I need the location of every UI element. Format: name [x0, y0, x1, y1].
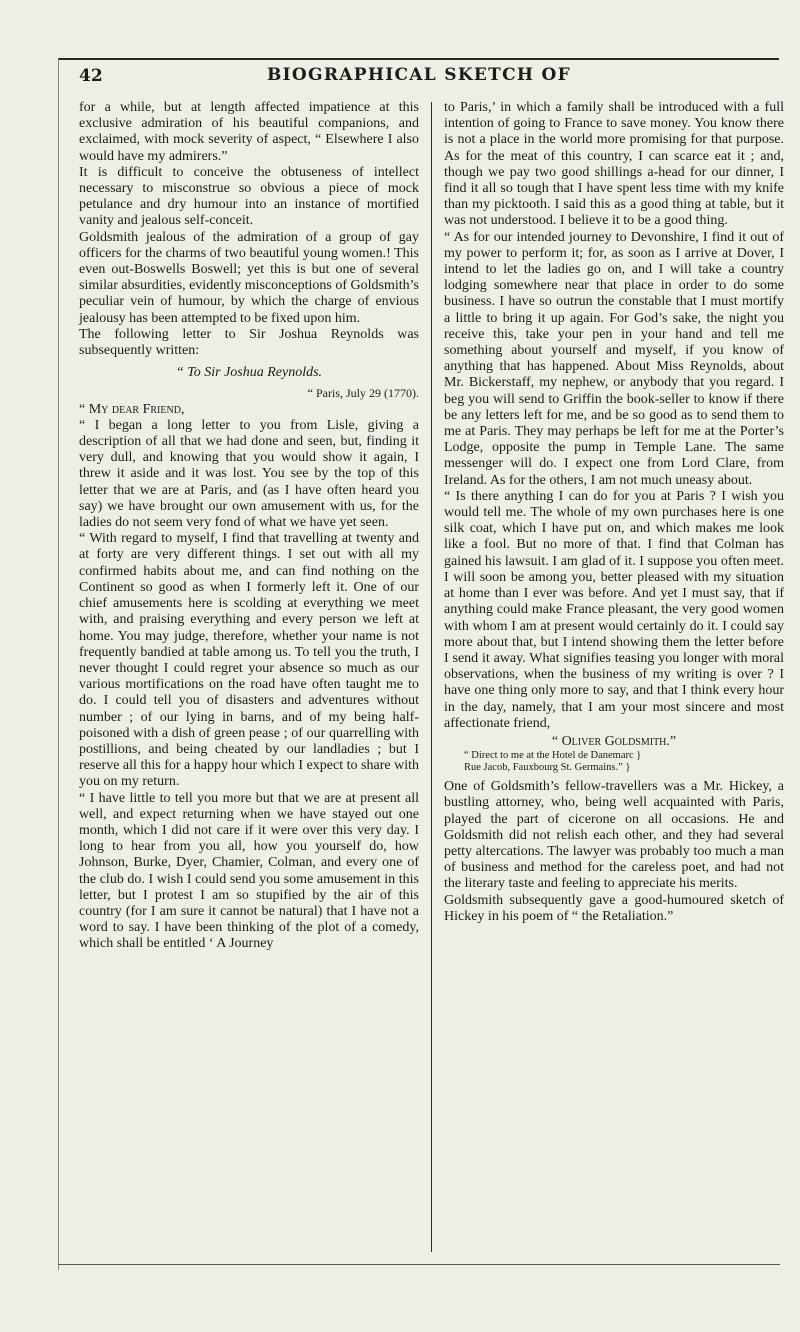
paragraph: “ With regard to myself, I find that travelling at twenty and at forty are very different things. I set out with all my confirmed habits about me, and can find nothing on the Continent so good as when I formerly left it. One of our chief amusements here is scolding at everything we meet with, and praising everything and every person we left at home. You may judge, therefore, whether your name is not frequently bandied at table among us. To tell you the truth, I never thought I could regret your absence so much as our various mortifications on the road have often taught me to do. I could tell you of disasters and adventures without number ; of our lying in barns, and of my being half-poisoned with a dish of green pease ; of our quarrelling with postillions, and being cheated by our landladies ; but I reserve all this for a happy hour which I expect to share with you on my return. — [79, 531, 419, 790]
letter-dateline: “ Paris, July 29 (1770). — [307, 386, 419, 401]
paragraph: “ As for our intended journey to Devonshire, I find it out of my power to perform it; for, as soon as I arrive at Dover, I intend to let the ladies go on, and I will take a country lodging somewhere near that place in order to do some business. I have so outrun the constable that I must mortify a little to bring it up again. For God’s sake, the night you receive this, take your pen in your hand and tell me something about yourself and myself, if you know of anything that has happened. About Miss Reynolds, about Mr. Bickerstaff, my nephew, or anybody that you regard. I beg you will send to Griffin the book-seller to know if there be any letters left for me, and be so good as to send them to me at Paris. They may perhaps be left for me at the Porter’s Lodge, opposite the pump in Temple Lane. The same messenger will do. I expect one from Lord Clare, from Ireland. As for the others, I am not much uneasy about. — [444, 229, 784, 488]
paragraph: for a while, but at length affected impatience at this exclusive admiration of his beautiful companions, and exclaimed, with mock severity of aspect, “ Elsewhere I also would have my admirers.” — [79, 100, 419, 164]
letter-salutation: “ My dear Friend, — [79, 401, 185, 417]
right-column — [444, 100, 784, 925]
paragraph: The following letter to Sir Joshua Reynolds was subsequently written: — [79, 326, 419, 359]
bottom-rule — [58, 1264, 780, 1265]
paragraph: Goldsmith subsequently gave a good-humoured sketch of Hickey in his poem of “ the Retaliation.” — [444, 892, 784, 924]
paragraph: “ Is there anything I can do for you at Paris ? I wish you would tell me. The whole of my own purchases here is one silk coat, which I have put on, and which makes me look like a fool. But no more of that. I find that Colman has gained his lawsuit. I am glad of it. I suppose you often meet. I will soon be among you, better pleased with my situation at home than I ever was before. And yet I must say, that if anything could make France pleasant, the very good women with whom I am at present would certainly do it. I could say more about that, but I intend showing them the letter before I send it away. What signifies teasing you longer with moral observations, when the business of my writing is over ? I have one thing only more to say, and that I think every hour in the day, namely, that I am your most sincere and most affectionate friend, — [444, 488, 784, 731]
letter-signature: “ Oliver Goldsmith.” — [551, 733, 677, 749]
running-head: BIOGRAPHICAL SKETCH OF — [266, 65, 571, 85]
paragraph: One of Goldsmith’s fellow-travellers was a Mr. Hickey, a bustling attorney, who, being well acquainted with Paris, played the part of cicerone on all occasions. He and Goldsmith did not relish each other, and they had several petty altercations. The lawyer was probably too much a man of business and method for the careless poet, and had not the literary taste and feeling to appreciate his merits. — [444, 779, 784, 892]
column-divider — [431, 102, 432, 1252]
paragraph: “ I have little to tell you more but that we are at present all well, and expect returning when we have stayed out one month, which I did not care if it were over this very day. I long to hear from you all, how you yourself do, how Johnson, Burke, Dyer, Chamier, Colman, and every one of the club do. I wish I could send you some amusement in this letter, but I protest I am so stupified by the air of this country (for I am sure it cannot be natural) that I have not a word to say. I have been thinking of the plot of a comedy, which shall be entitled ‘ A Journey — [79, 790, 419, 952]
paragraph: “ I began a long letter to you from Lisle, giving a description of all that we had done and seen, but, finding it very dull, and knowing that you would show it again, I threw it aside and it was lost. You see by the top of this letter that we are at Paris, and (as I have often heard you say) we have brought our own amusement with us, for the ladies do not seem very fond of what we have yet seen. — [79, 417, 419, 531]
left-column — [79, 100, 419, 953]
letter-address-line: “ Direct to me at the Hotel de Danemarc } — [464, 750, 642, 762]
paragraph: Goldsmith jealous of the admiration of a group of gay officers for the charms of two beautiful young women.! This even out-Boswells Boswell; yet this is but one of several similar absurdities, evidently misconceptions of Goldsmith’s peculiar vein of humour, by which the charge of envious jealousy has been attempted to be fixed upon him. — [79, 229, 419, 326]
letter-address-line: Rue Jacob, Fauxbourg St. Germains.” } — [464, 761, 631, 773]
letter-heading: “ To Sir Joshua Reynolds. — [175, 365, 323, 381]
paragraph: to Paris,’ in which a family shall be introduced with a full intention of going to France to save money. You know there is not a place in the world more promising for that purpose. As for the meat of this country, I can scarce eat it ; and, though we pay two good shillings a-head for our dinner, I find it all so tough that I have spent less time with my knife than my picktooth. I said this as a good thing at table, but it was not understood. I believe it to be a good thing. — [444, 100, 784, 229]
book-page — [58, 58, 784, 1270]
paragraph: It is difficult to conceive the obtuseness of intellect necessary to misconstrue so obvious a piece of mock petulance and dry humour into an instance of mortified vanity and jealous self-conceit. — [79, 164, 419, 229]
page-number: 42 — [79, 66, 103, 86]
